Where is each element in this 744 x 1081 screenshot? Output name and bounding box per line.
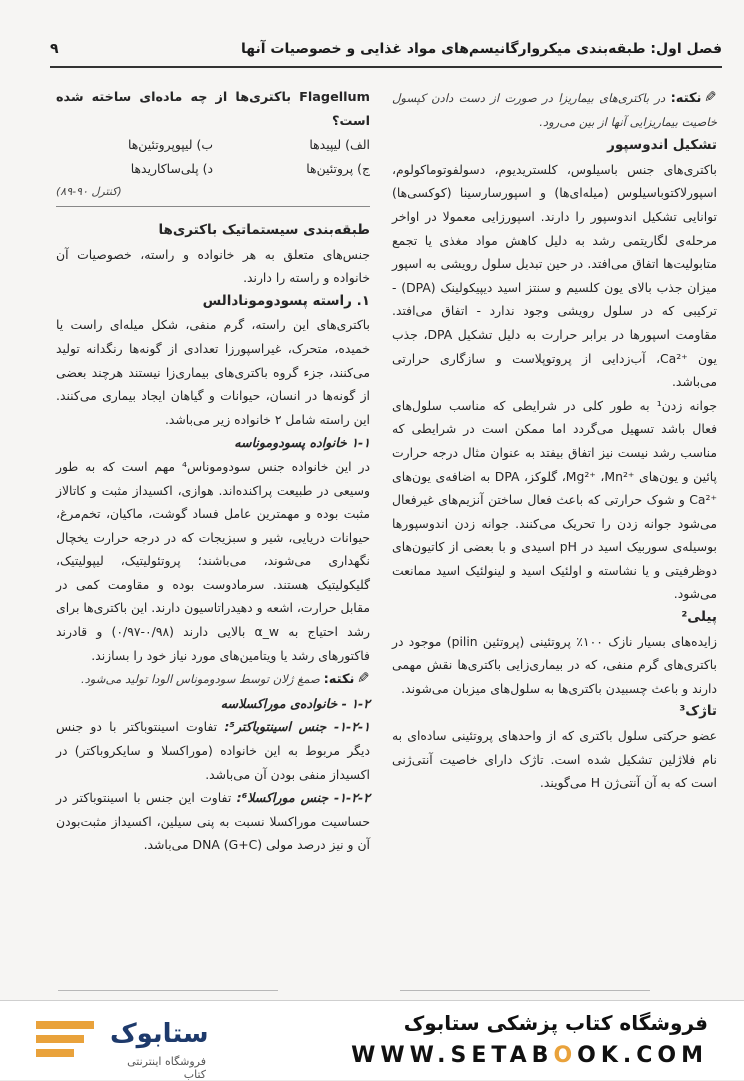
quiz-option: الف) لیپیدها [309, 137, 370, 153]
note-block-2 [56, 667, 370, 692]
subsection-heading-family1: ۱-۱ خانواده پسودوموناسه [234, 435, 370, 451]
note-text: در باکتری‌های بیماریزا در صورت از دست دادن [431, 91, 666, 105]
note-block [392, 86, 717, 134]
bottom-rule [400, 990, 650, 991]
pen-icon: ✎ [357, 669, 370, 688]
store-logo[interactable] [36, 1015, 209, 1081]
genus1-heading: ۱-۲-۱- جنس اسینتوباکتر⁵: [224, 719, 370, 735]
chapter-title: فصل اول: طبقه‌بندی میکروارگانیسم‌های مواد غذایی و خصوصیات آنها [240, 41, 722, 57]
genus2-text: تفاوت این جنس با اسینتوباکتر در حساسیت موراکسلا نسبت به پنی سیلین، اکسیداز مثبت‌بودن آن و نیز درصد مولی DNA (G+C) می‌باشد. [56, 790, 370, 853]
quiz-box [56, 86, 370, 207]
url-prefix: WWW. [351, 1043, 451, 1068]
url-brand-a: SETAB [450, 1043, 554, 1068]
quiz-option: ب) لیپوپروتئین‌ها [127, 137, 213, 153]
note-text-2: کپسول خاصیت بیماریزایی آنها از بین می‌رود. [392, 91, 717, 129]
genus1-text: تفاوت اسینتوباکتر با دو جنس دیگر مربوط به این خانواده (موراکسلا و سایکروباکتر) در اکسیداز منفی بودن آن می‌باشد. [56, 719, 370, 782]
bottom-rule [58, 990, 278, 991]
page-header [50, 34, 722, 64]
paragraph-flagella: عضو حرکتی سلول باکتری که از واحدهای پروتئینی ساده‌ای به نام فلاژلین تشکیل شده است. تاژک دارای خاصیت آنتی‌ژنی است که به آن آنتی‌ژن H می‌گویند. [392, 728, 717, 791]
section-heading-taxonomy: طبقه‌بندی سیستماتیک باکتری‌ها [158, 221, 370, 238]
chevron-logo-icon [36, 1021, 100, 1061]
paragraph-endospore: باکتری‌های جنس باسیلوس، کلستریدیوم، دسولفوتوماکولوم، اسپورلاکتوباسیلوس (میله‌ای‌ها) و اسپورسارسینا (کوکسی‌ها) توانایی تشکیل اندوسپور را دارند. اسپورزایی معمولا در اواخر مرحله‌ی لگاریتمی رشد به دلیل کاهش مواد مغذی یا تجمع متابولیت‌ها اتفاق می‌افتد. در حین تبدیل سلول رویشی به اسپور میزان جذب بالای یون کلسیم و سنتز اسید دیپیکولینک (DPA) - ترکیبی که در سلول رویشی وجود ندارد - اتفاق می‌افتد. مقاومت اسپورها در برابر حرارت به دلیل تشکیل DPA، جذب یون ‎Ca²⁺‎، آب‌زدایی از پروتوپلاست و سازگاری حرارتی می‌باشد. [392, 161, 718, 390]
right-column [392, 86, 717, 795]
quiz-source: (کنترل ۹۰-۸۹) [56, 185, 122, 199]
quiz-option: د) پلی‌ساکاریدها [130, 160, 213, 176]
quiz-option: ج) پروتئین‌ها [306, 160, 370, 176]
page-number: ۹ [50, 41, 59, 57]
store-title: فروشگاه کتاب پزشکی ستابوک [403, 1011, 708, 1035]
note-label: نکته: [670, 91, 702, 106]
paragraph-order: باکتری‌های این راسته، گرم منفی، شکل میله‌ای راست یا خمیده، متحرک، غیراسپورزا تعدادی از گونه‌ها رنگدانه تولید می‌کنند، جزء گروه باکتری‌های بیماری‌زا نیستند هرچند بعضی از گونه‌ها در انسان، حیوانات و گیاهان ایجاد بیماری می‌کنند. این راسته شامل ۲ خانواده زیر می‌باشد. [56, 317, 370, 427]
url-brand-b: OK [577, 1043, 623, 1068]
subsection-heading-family2: ۱-۲ - خانواده‌ی موراکسلاسه [220, 695, 370, 711]
left-column [56, 86, 370, 857]
logo-tagline: فروشگاه اینترنتی کتاب [127, 1055, 206, 1081]
url-brand-o: O [553, 1043, 578, 1068]
paragraph-family1: در این خانواده جنس سودوموناس⁴ مهم است که به طور وسیعی در طبیعت پراکنده‌اند. هوازی، اکسیداز مثبت و کاتالاز مثبت بوده و مهمترین عامل فساد گوشت، ماکیان، تخم‌مرغ، حیوانات دریایی، شیر و سبزیجات که در درجه حرارت یخچال نگهداری می‌شوند، می‌باشند؛ پروتئولیتیک، لیپولیتیک، گلیکولیتیک هستند. سرمادوست بوده و مقاومت کمی در مقابل حرارت، اشعه و دهیدراتاسیون دارند. این باکتری‌ها برای رشد احتیاج به ‎α_w‎ بالایی دارند (۰/۹۸-۰/۹۷) و قادرند فاکتورهای رشد یا ویتامین‌های مورد نیاز خود را بسازند. [56, 458, 370, 663]
store-footer [0, 1001, 744, 1080]
header-rule [50, 66, 722, 68]
logo-wordmark: ستابوک [110, 1019, 209, 1049]
paragraph-taxonomy: جنس‌های متعلق به هر خانواده و راسته، خصوصیات آن خانواده و راسته را دارند. [56, 246, 370, 286]
note-label: نکته: [323, 672, 355, 688]
pen-icon: ✎ [704, 88, 718, 106]
quiz-options [56, 133, 370, 180]
section-heading-pili: پیلی² [681, 609, 717, 626]
section-heading-endospore: تشکیل اندوسپور [607, 137, 717, 154]
quiz-question: Flagellum باکتری‌ها از چه ماده‌ای ساخته شده است؟ [56, 90, 370, 129]
store-url-link[interactable] [351, 1043, 708, 1068]
paragraph-genus2 [56, 786, 370, 857]
url-suffix: .COM [622, 1043, 708, 1068]
section-heading-order: ۱. راسته پسودومونادالس [202, 292, 370, 309]
paragraph-genus1 [56, 715, 370, 786]
genus2-heading: ۱-۲-۲- جنس موراکسلا⁶: [236, 790, 371, 806]
section-heading-flagella: تاژک³ [679, 703, 717, 720]
paragraph-pili: زایده‌های بسیار نازک ۱۰۰٪ پروتئینی (پروتئین pilin) موجود در باکتری‌های گرم منفی، که در بیماری‌زایی باکتری‌ها نقش مهمی دارند و باعث چسبیدن باکتری‌ها به سلول‌های میزبان می‌شوند. [392, 633, 717, 696]
paragraph-germination: جوانه زدن¹ به طور کلی در شرایطی که مناسب سلول‌های فعال باشد تسهیل می‌گردد اما ممکن است در شرایطی که مناسب رشد نیست نیز اتفاق بیفتد به عنوان مثال درجه حرارت پائین و یون‌های ‎Mg²⁺‎ ،‎Mn²⁺‎، گلوکز، DPA به اضافه‌ی یون‌های ‎Ca²⁺‎ و شوک حرارتی که باعث فعال ساختن آنزیم‌های غیرفعال می‌شود جوانه زدن را تحریک می‌کنند. جوانه زدن اندوسپورها بوسیله‌ی سوربیک اسید در pH اسیدی و با بعضی از کاتیون‌های دوظرفیتی و یا نشاسته و اولئیک اسید و لینولئیک اسید ممانعت می‌شود. [392, 397, 718, 602]
note-text: صمغ ژلان توسط سودوموناس الودا تولید می‌شود. [80, 672, 320, 687]
